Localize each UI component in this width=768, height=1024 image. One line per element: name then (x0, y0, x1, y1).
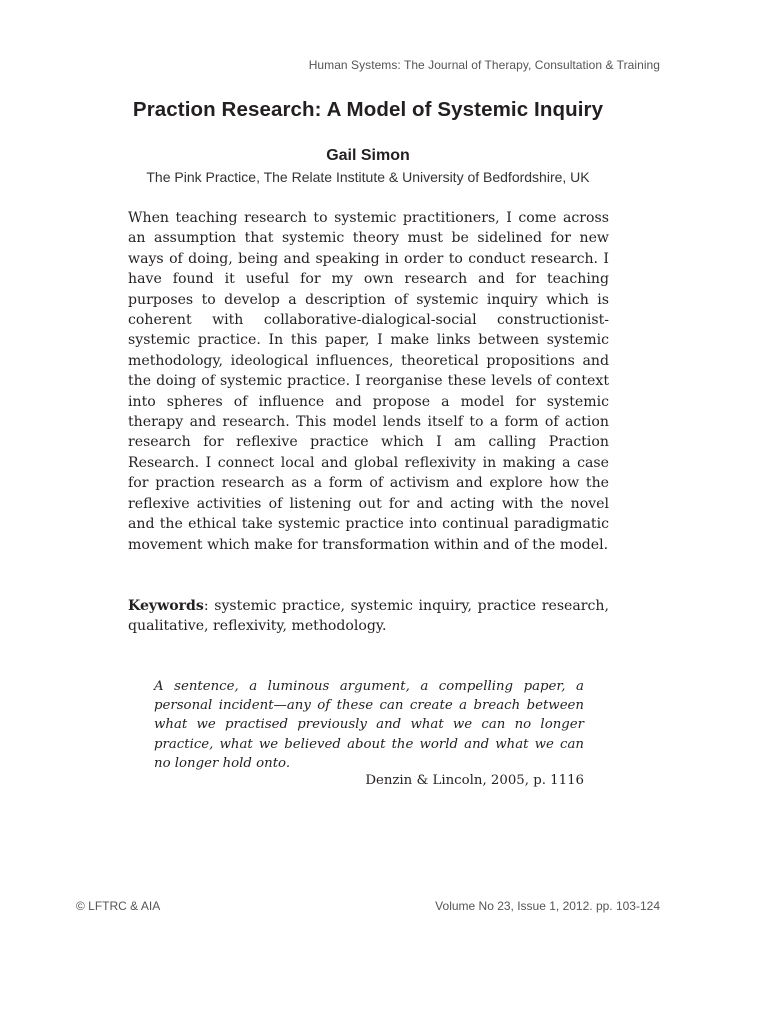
keywords-label: Keywords (128, 598, 204, 614)
epigraph-quote: A sentence, a luminous argument, a compelling paper, a personal incident—any of these can create a breach between what we practised previously and what we can no longer practice, what we believed about the world and what we can no longer hold onto. (154, 679, 584, 771)
author-name: Gail Simon (326, 147, 410, 164)
epigraph-source: Denzin & Lincoln, 2005, p. 1116 (365, 773, 584, 788)
article-title: Praction Research: A Model of Systemic Inquiry (132, 98, 604, 121)
footer-copyright: © LFTRC & AIA (76, 899, 161, 913)
keywords-list: : systemic practice, systemic inquiry, practice research, qualitative, reflexivity, methodology. (128, 598, 609, 635)
abstract: When teaching research to systemic practitioners, I come across an assumption that systemic theory must be sidelined for new ways of doing, being and speaking in order to conduct research. I have found it useful for my own research and for teaching purposes to develop a description of systemic inquiry which is coherent with collaborative-dialogical-social constructionist-systemic practice. In this paper, I make links between systemic methodology, ideological influences, theoretical propositions and the doing of systemic practice. I reorganise these levels of context into spheres of influence and propose a model for systemic therapy and research. This model lends itself to a form of action research for reflexive practice which I am calling Praction Research. I connect local and global reflexivity in making a case for praction research as a form of activism and explore how the reflexive activities of listening out for and acting with the novel and the ethical take systemic practice into continual paradigmatic movement which make for transformation within and of the model. (128, 210, 609, 553)
running-head: Human Systems: The Journal of Therapy, Consultation & Training (308, 58, 660, 72)
footer-citation: Volume No 23, Issue 1, 2012. pp. 103-124 (435, 899, 660, 913)
keywords (128, 596, 609, 637)
author-affiliation: The Pink Practice, The Relate Institute & University of Bedfordshire, UK (146, 169, 590, 185)
